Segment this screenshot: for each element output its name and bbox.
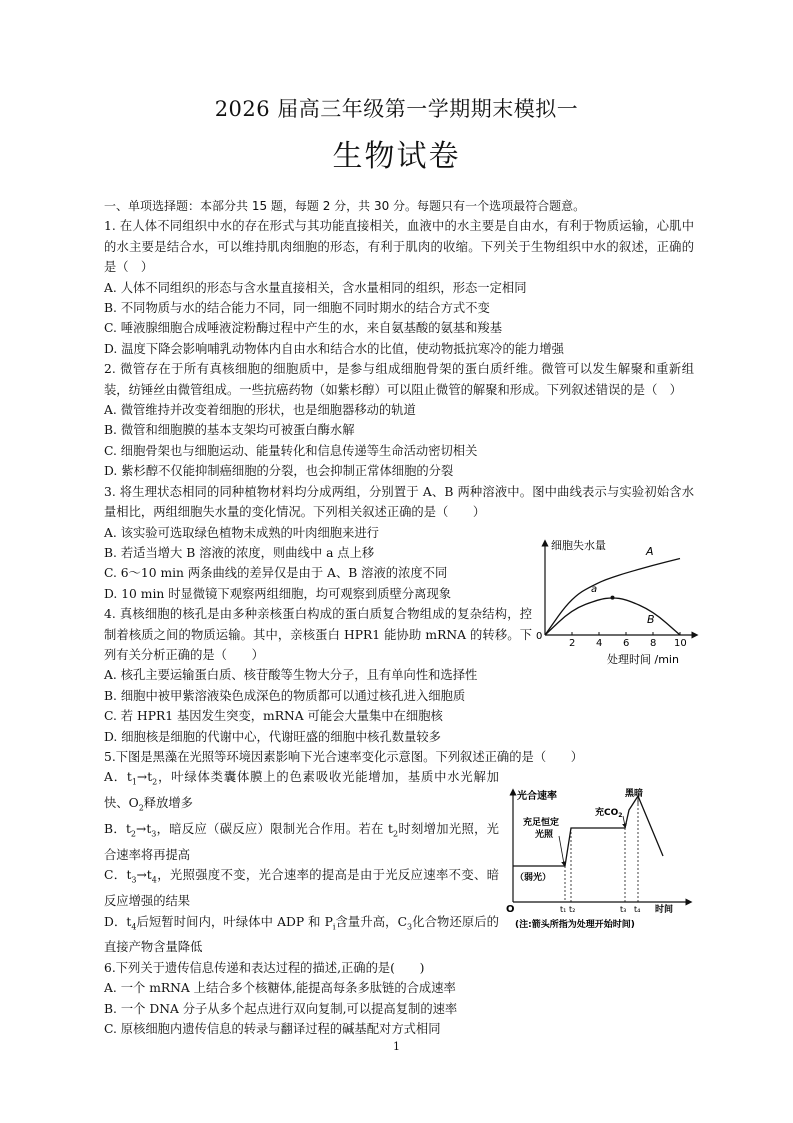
x-tick-label-2: 2 xyxy=(569,638,576,649)
light-arrow xyxy=(559,836,564,864)
section-heading: 一、单项选择题：本部分共 15 题，每题 2 分，共 30 分。每题只有一个选项最符合题意。 xyxy=(104,199,586,213)
light-label: 充足恒定 xyxy=(523,818,560,828)
question-2-stem: 2. 微管存在于所有真核细胞的细胞质中，是参与组成细胞骨架的蛋白质纤维。微管可以发生解聚和重新组装，纺锤丝由微管组成。一些抗癌药物（如紫杉醇）可以阻止微管的解聚和形成。下列叙述错误的是（ ） xyxy=(104,362,694,397)
dark-label: 黑暗 xyxy=(625,789,644,799)
question-1-stem: 1. 在人体不同组织中水的存在形式与其功能直接相关，血液中的水主要是自由水，有利于物质运输，心肌中的水主要是结合水，可以维持肌肉细胞的形态，有利于肌肉的收缩。下列关于生物组织中水的叙述，正确的是（ ） xyxy=(104,219,694,275)
x-axis-label: 时间 xyxy=(655,905,674,915)
weak-light-label: （弱光） xyxy=(515,873,552,883)
series-b-label: B xyxy=(647,613,655,626)
question-6-option-c: C. 原核细胞内遗传信息的转录与翻译过程的碱基配对方式相同 xyxy=(104,1022,441,1037)
t3-label: t₃ xyxy=(620,905,627,914)
question-6-option-a: A. 一个 mRNA 上结合多个核糖体,能提高每条多肽链的合成速率 xyxy=(104,981,456,996)
t1-label: t₁ xyxy=(560,905,567,914)
question-4-option-d: D. 细胞核是细胞的代谢中心，代谢旺盛的细胞中核孔数量较多 xyxy=(104,729,441,744)
question-5-stem: 5.下图是黑藻在光照等环境因素影响下光合速率变化示意图。下列叙述正确的是（ ） xyxy=(104,749,584,764)
series-a-label: A xyxy=(646,545,654,558)
question-5-option-d: D．$t_4$后短暂时间内，叶绿体中 ADP 和 $P_i$含量升高，$C_3$化合物还原后的直接产物含量降低 xyxy=(104,914,499,955)
water-loss-figure xyxy=(533,535,703,665)
co2-label: 充$CO_2$ xyxy=(595,808,623,819)
x-axis-label: 处理时间 /min xyxy=(607,653,679,665)
x-tick-label-10: 10 xyxy=(674,638,687,649)
light-label-2: 光照 xyxy=(535,830,554,840)
question-1-option-b: B. 不同物质与水的结合能力不同，同一细胞不同时期水的结合方式不变 xyxy=(104,301,490,316)
x-tick-label-4: 4 xyxy=(596,638,603,649)
exam-title: 2026 届高三年级第一学期期末模拟一 xyxy=(214,97,579,121)
question-3-option-b: B. 若适当增大 B 溶液的浓度，则曲线中 a 点上移 xyxy=(104,545,375,560)
photosynthesis-figure xyxy=(505,788,693,932)
question-1-option-d: D. 温度下降会影响哺乳动物体内自由水和结合水的比值，使动物抵抗寒冷的能力增强 xyxy=(104,341,564,356)
question-2-option-a: A. 微管维持并改变着细胞的形状，也是细胞器移动的轨道 xyxy=(104,403,416,418)
question-6 xyxy=(104,958,694,1040)
figure-note: (注:箭头所指为处理开始时间) xyxy=(515,920,635,930)
origin-label: O xyxy=(506,904,515,915)
question-3-option-c: C. 6～10 min 两条曲线的差异仅是由于 A、B 溶液的浓度不同 xyxy=(104,566,448,581)
question-1 xyxy=(104,216,694,359)
question-2-option-c: C. 细胞骨架也与细胞运动、能量转化和信息传递等生命活动密切相关 xyxy=(104,443,478,458)
y-axis-label: 光合速率 xyxy=(517,791,557,802)
series-line-B xyxy=(545,598,680,635)
t4-label: t₄ xyxy=(634,905,641,914)
point-a-label: a xyxy=(591,584,598,595)
question-5-option-a: A．$t_1\to t_2$，叶绿体类囊体膜上的色素吸收光能增加，基质中水光解加快、$O_2$释放增多 xyxy=(104,770,499,813)
question-3-option-d: D. 10 min 时显微镜下观察两组细胞，均可观察到质壁分离现象 xyxy=(104,586,452,601)
question-1-option-a: A. 人体不同组织的形态与含水量直接相关，含水量相同的组织，形态一定相同 xyxy=(104,280,527,295)
question-2-option-b: B. 微管和细胞膜的基本支架均可被蛋白酶水解 xyxy=(104,423,355,438)
question-4-option-a: A. 核孔主要运输蛋白质、核苷酸等生物大分子，且有单向性和选择性 xyxy=(104,668,478,683)
question-5-option-c: C．$t_3\to t_4$，光照强度不变，光合速率的提高是由于光反应速率不变、暗反应增强的结果 xyxy=(104,868,499,909)
t2-label: t₂ xyxy=(569,905,576,914)
series-group xyxy=(545,559,680,636)
question-4-option-b: B. 细胞中被甲紫溶液染色成深色的物质都可以通过核孔进入细胞质 xyxy=(104,688,466,703)
question-2-option-d: D. 紫杉醇不仅能抑制癌细胞的分裂，也会抑制正常体细胞的分裂 xyxy=(104,464,454,479)
water-loss-chart xyxy=(533,535,703,665)
exam-subtitle: 生物试卷 xyxy=(332,139,461,174)
co2-arrow xyxy=(623,816,625,826)
question-3-stem: 3. 将生理状态相同的同种植物材料均分成两组，分别置于 A、B 两种溶液中。图中曲线表示与实验初始含水量相比，两组细胞失水量的变化情况。下列相关叙述正确的是（ ） xyxy=(104,484,694,520)
y-axis-label: 细胞失水量 xyxy=(551,539,606,552)
question-5-option-b: B．$t_2\to t_3$，暗反应（碳反应）限制光合作用。若在 $t_2$时刻增加光照，光合速率将再提高 xyxy=(104,822,499,862)
question-2 xyxy=(104,359,694,481)
page-number: 1 xyxy=(393,1040,400,1053)
question-6-option-b: B. 一个 DNA 分子从多个起点进行双向复制,可以提高复制的速率 xyxy=(104,1001,458,1016)
question-3-option-a: A. 该实验可选取绿色植物未成熟的叶肉细胞来进行 xyxy=(104,525,379,540)
photosynthesis-chart xyxy=(505,788,693,932)
x-tick-label-8: 8 xyxy=(650,638,657,649)
point-a-marker xyxy=(611,596,615,600)
x-tick-label-6: 6 xyxy=(623,638,630,649)
question-6-stem: 6.下列关于遗传信息传递和表达过程的描述,正确的是( ) xyxy=(104,960,425,975)
question-4-option-c: C. 若 HPR1 基因发生突变，mRNA 可能会大量集中在细胞核 xyxy=(104,709,443,724)
question-1-option-c: C. 唾液腺细胞合成唾液淀粉酶过程中产生的水，来自氨基酸的氨基和羧基 xyxy=(104,321,502,336)
question-4-stem: 4. 真核细胞的核孔是由多种亲核蛋白构成的蛋白质复合物组成的复杂结构，控制着核质之间的物质运输。其中，亲核蛋白 HPR1 能协助 mRNA 的转移。下列有关分析正确的是（ ） xyxy=(104,607,532,662)
origin-label: 0 xyxy=(536,631,543,642)
